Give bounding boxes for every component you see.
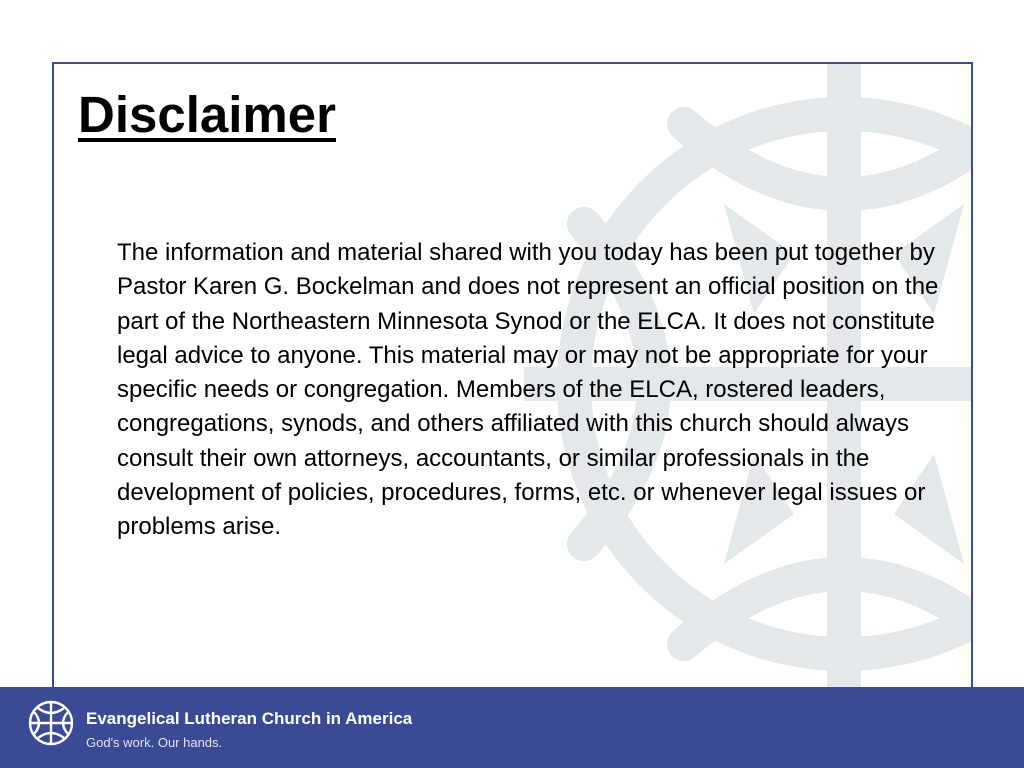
- elca-cross-logo-icon: [26, 698, 76, 748]
- disclaimer-text: The information and material shared with you today has been put together by Pastor Karen G. Bockelman and does not represent an official position on the part of the Northeastern Minnesota Synod or the ELCA. It does not constitute legal advice to anyone. This material may or may not be appropriate for your specific needs or congregation. Members of the ELCA, rostered leaders, congregations, synods, and others affiliated with this church should always consult their own attorneys, accountants, or similar professionals in the development of policies, procedures, forms, etc. or whenever legal issues or problems arise.: [117, 239, 939, 541]
- content-frame: [52, 62, 973, 702]
- footer-bar: [0, 687, 1024, 768]
- page-title: Disclaimer: [78, 86, 336, 143]
- tagline: God's work. Our hands.: [86, 735, 223, 750]
- org-name: Evangelical Lutheran Church in America: [86, 709, 413, 728]
